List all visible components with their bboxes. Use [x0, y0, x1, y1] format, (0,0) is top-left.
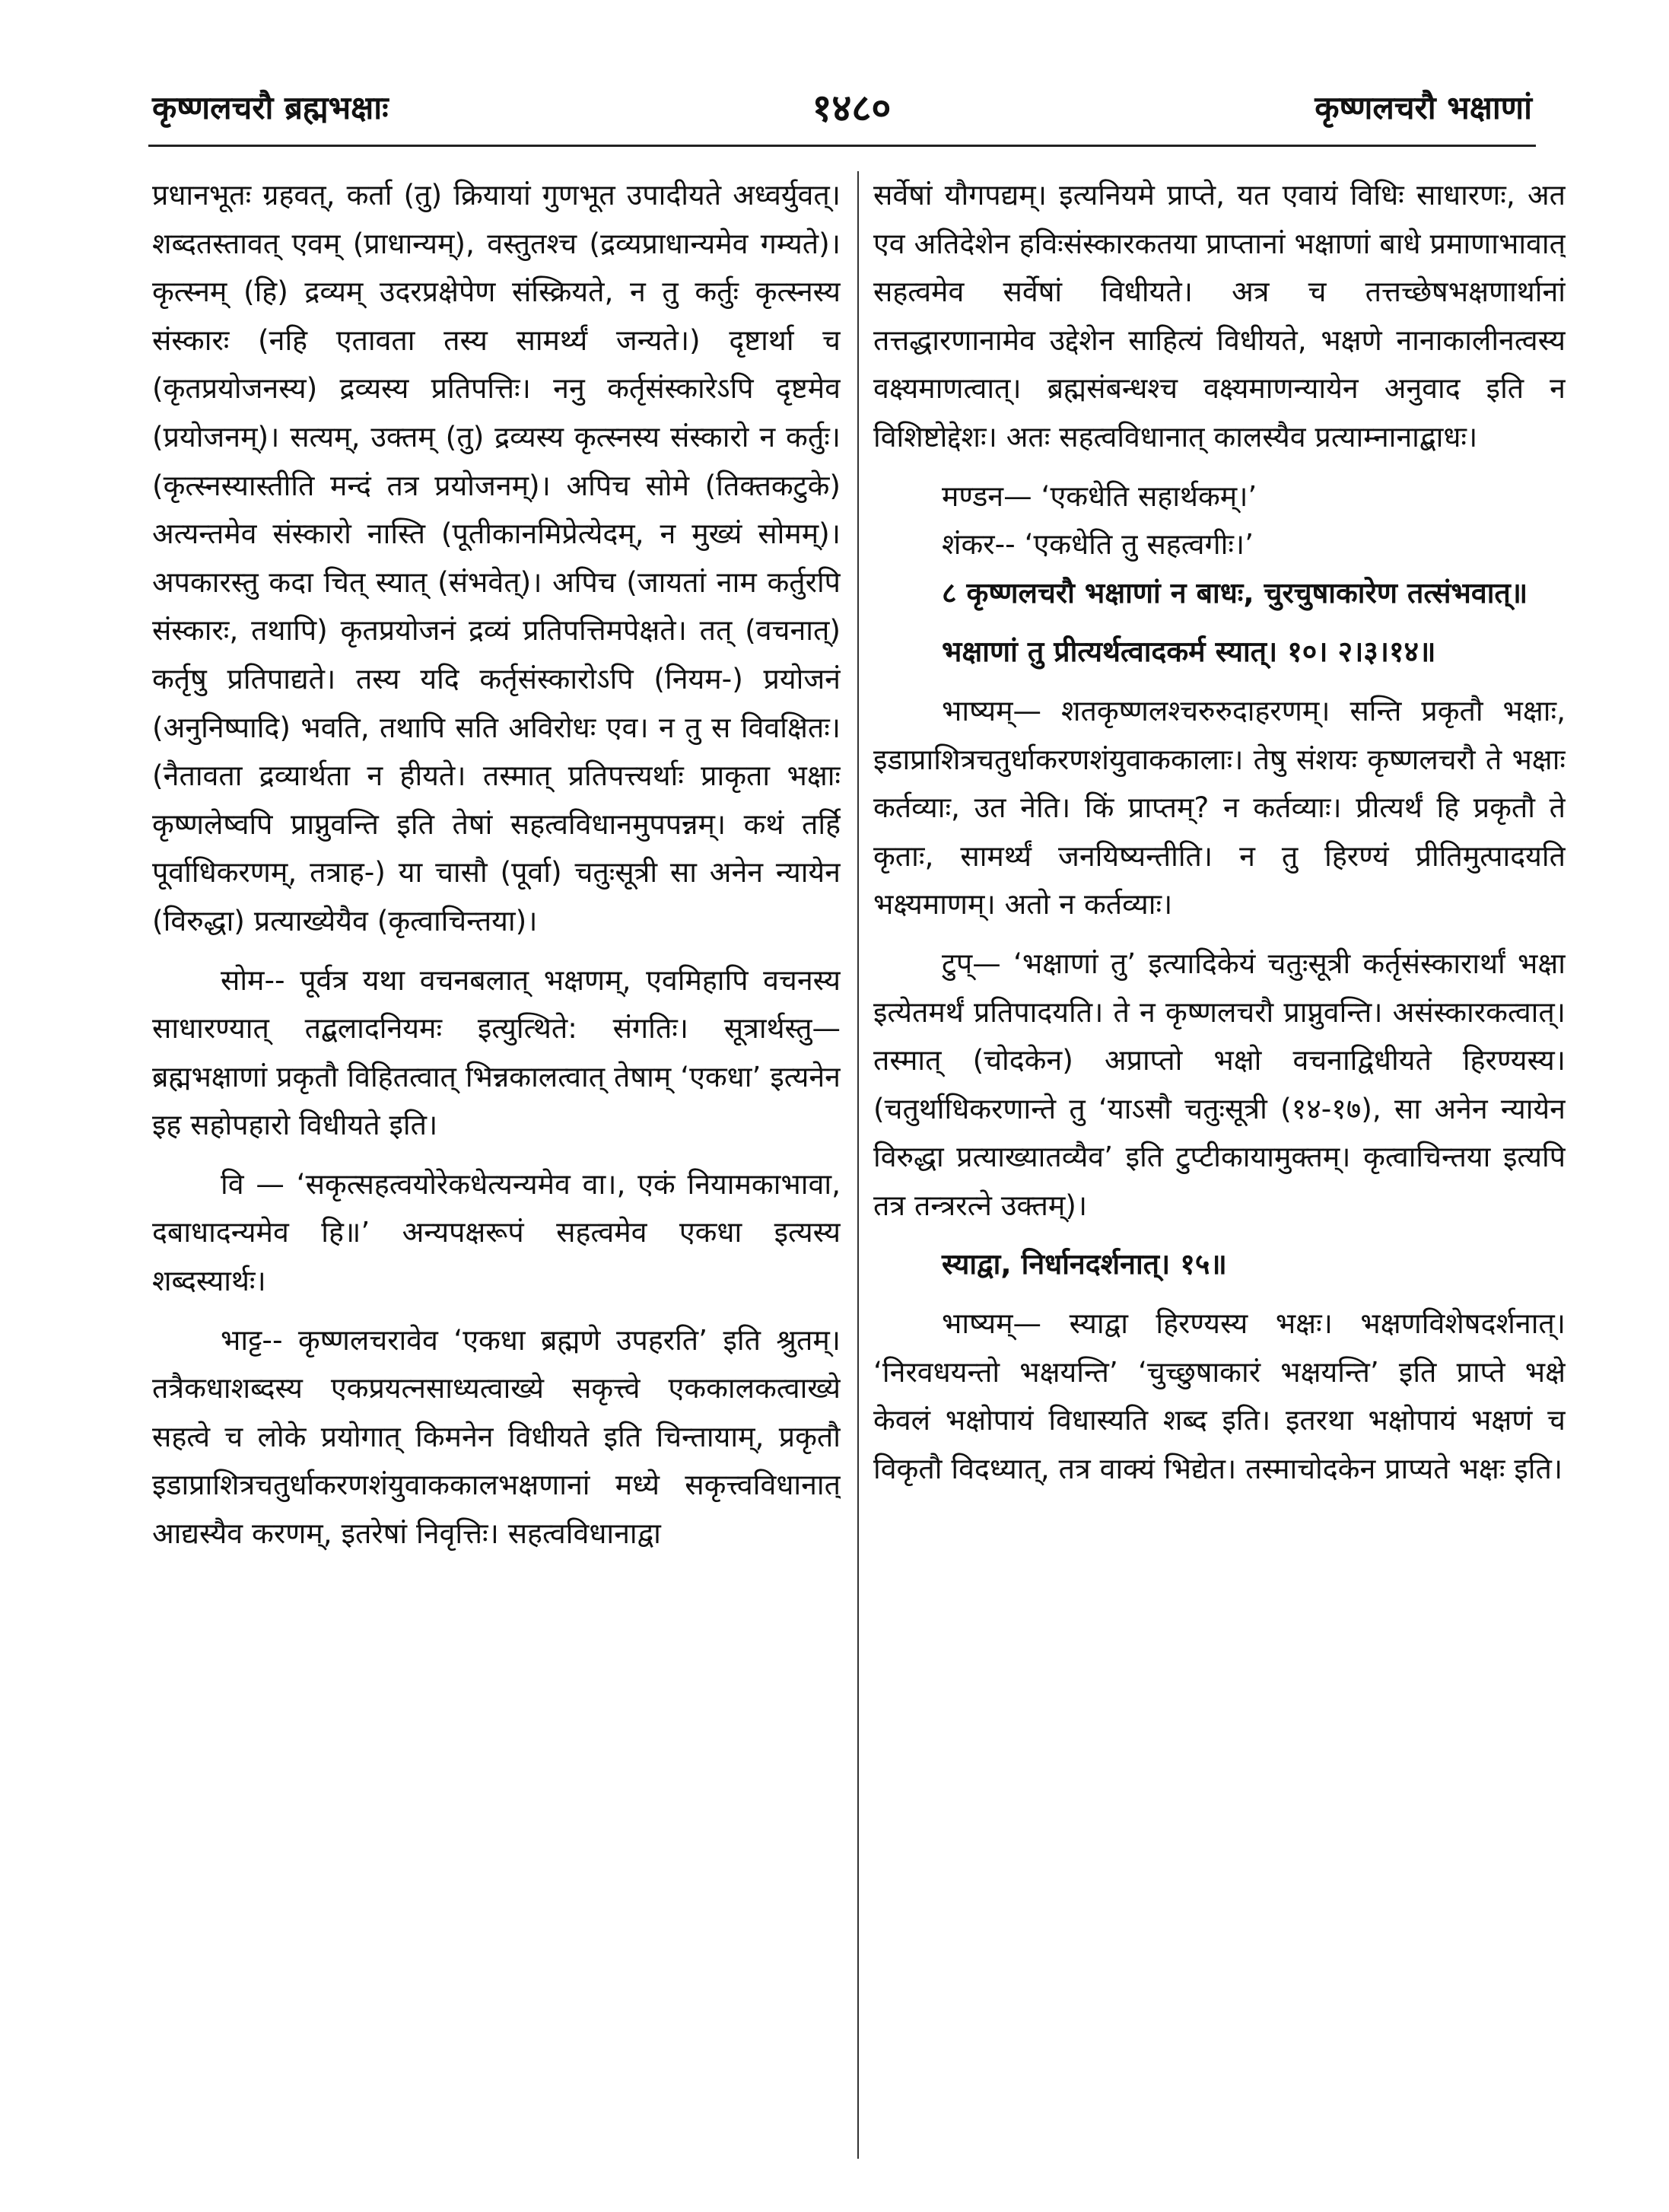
header-rule — [148, 145, 1536, 147]
left-column — [152, 171, 841, 2159]
paragraph-bhatta: भाट्ट-- कृष्णलचरावेव ‘एकधा ब्रह्मणे उपहरति’ इति श्रुतम्। तत्रैकधाशब्दस्य एकप्रयत्नसाध्यत्वाख्ये सकृत्त्वे एककालकत्वाख्ये सहत्वे च लोके प्रयोगात् किमनेन विधीयते इति चिन्तायाम्, प्रकृतौ इडाप्राशित्रचतुर्धाकरणशंयुवाककालभक्षणानां मध्ये सकृत्त्वविधानात् आद्यस्यैव करणम्, इतरेषां निवृत्तिः। सहत्वविधानाद्वा — [152, 1322, 841, 1551]
sutra-15: स्याद्वा, निर्धानदर्शनात्। १५॥ — [942, 1247, 1227, 1281]
sutra-10: भक्षाणां तु प्रीत्यर्थत्वादकर्म स्यात्। १०। २।३।१४॥ — [942, 635, 1436, 669]
right-column — [873, 171, 1566, 2159]
page-header — [152, 72, 1532, 141]
paragraph-bhashya-2: भाष्यम्— स्याद्वा हिरण्यस्य भक्षः। भक्षणविशेषदर्शनात्। ‘निरवधयन्तो भक्षयन्ति’ ‘चुच्छुषाकारं भक्षयन्ति’ इति प्राप्ते भक्षे केवलं भक्षोपायं विधास्यति शब्द इति। इतरथा भक्षोपायं भक्षणं च विकृतौ विदध्यात्, तत्र वाक्यं भिद्येत। तस्माचोदकेन प्राप्यते भक्षः इति। — [873, 1307, 1566, 1485]
column-divider — [857, 171, 859, 2159]
paragraph-soma: सोम-- पूर्वत्र यथा वचनबलात् भक्षणम्, एवमिहापि वचनस्य साधारण्यात् तद्बलादनियमः इत्युत्थिते: संगतिः। सूत्रार्थस्तु— ब्रह्मभक्षाणां प्रकृतौ विहितत्वात् भिन्नकालत्वात् तेषाम् ‘एकधा’ इत्यनेन इह सहोपहारो विधीयते इति। — [152, 963, 841, 1142]
paragraph: सर्वेषां यौगपद्यम्। इत्यनियमे प्राप्ते, यत एवायं विधिः साधारणः, अत एव अतिदेशेन हविःसंस्कारकतया प्राप्तानां भक्षाणां बाधे प्रमाणाभावात् सहत्वमेव सर्वेषां विधीयते। अत्र च तत्तच्छेषभक्षणार्थानां तत्तद्धारणानामेव उद्देशेन साहित्यं विधीयते, भक्षणे नानाकालीनत्वस्य वक्ष्यमाणत्वात्। ब्रह्मसंबन्धश्च वक्ष्यमाणन्यायेन अनुवाद इति न विशिष्टोद्देशः। अतः सहत्वविधानात् कालस्यैव प्रत्याम्नानाद्बाधः। — [873, 178, 1566, 454]
summary-line: ८ कृष्णलचरौ भक्षाणां न बाधः, चुरचुषाकारेण तत्संभवात्॥ — [942, 575, 1528, 609]
running-head-left: कृष्णलचरौ ब्रह्मभक्षाः — [152, 88, 389, 126]
paragraph: प्रधानभूतः ग्रहवत्, कर्ता (तु) क्रियायां गुणभूत उपादीयते अध्वर्युवत्। शब्दतस्तावत् एवम् (प्राधान्यम्), वस्तुतश्च (द्रव्यप्राधान्यमेव गम्यते)। कृत्स्नम् (हि) द्रव्यम् उदरप्रक्षेपेण संस्क्रियते, न तु कर्तुः कृत्स्नस्य संस्कारः (नहि एतावता तस्य सामर्थ्यं जन्यते।) दृष्टार्था च (कृतप्रयोजनस्य) द्रव्यस्य प्रतिपत्तिः। ननु कर्तृसंस्कारेऽपि दृष्टमेव (प्रयोजनम्)। सत्यम्, उक्तम् (तु) द्रव्यस्य कृत्स्नस्य संस्कारो न कर्तुः। (कृत्स्नस्यास्तीति मन्दं तत्र प्रयोजनम्)। अपिच सोमे (तिक्तकटुके) अत्यन्तमेव संस्कारो नास्ति (पूतीकानमिप्रेत्येदम्, न मुख्यं सोमम्)। अपकारस्तु कदा चित् स्यात् (संभवेत्)। अपिच (जायतां नाम कर्तुरपि संस्कारः, तथापि) कृतप्रयोजनं द्रव्यं प्रतिपत्तिमपेक्षते। तत् (वचनात्) कर्तृषु प्रतिपाद्यते। तस्य यदि कर्तृसंस्कारोऽपि (नियम-) प्रयोजनं (अनुनिष्पादि) भवति, तथापि सति अविरोधः एव। न तु स विवक्षितः। (नैतावता द्रव्यार्थता न हीयते। तस्मात् प्रतिपत्त्यर्थाः प्राकृता भक्षाः कृष्णलेष्वपि प्राप्नुवन्ति इति तेषां सहत्वविधानमुपपन्नम्। कथं तर्हि पूर्वाधिकरणम्, तत्राह-) या चासौ (पूर्वा) चतुःसूत्री सा अनेन न्यायेन (विरुद्धा) प्रत्याख्येयैव (कृत्वाचिन्तया)। — [152, 178, 841, 937]
page-number: १४८० — [812, 86, 892, 130]
running-head-right: कृष्णलचरौ भक्षाणां — [1315, 88, 1532, 126]
paragraph-mandana: मण्डन— ‘एकधेति सहार्थकम्।’ — [942, 479, 1257, 513]
paragraph-vi: वि — ‘सकृत्सहत्वयोरेकधेत्यन्यमेव वा।, एकं नियामकाभावा, दबाधादन्यमेव हि॥’ अन्यपक्षरूपं सहत्वमेव एकधा इत्यस्य शब्दस्यार्थः। — [152, 1166, 841, 1298]
paragraph-shankara: शंकर-- ‘एकधेति तु सहत्वगीः।’ — [942, 527, 1254, 562]
paragraph-bhashya: भाष्यम्— शतकृष्णलश्चरुरुदाहरणम्। सन्ति प्रकृतौ भक्षाः, इडाप्राशित्रचतुर्धाकरणशंयुवाककालाः। तेषु संशयः कृष्णलचरौ ते भक्षाः कर्तव्याः, उत नेति। किं प्राप्तम्? न कर्तव्याः। प्रीत्यर्थं हि प्रकृतौ ते कृताः, सामर्थ्यं जनयिष्यन्तीति। न तु हिरण्यं प्रीतिमुत्पादयति भक्ष्यमाणम्। अतो न कर्तव्याः। — [873, 693, 1566, 921]
paragraph-tup: टुप्— ‘भक्षाणां तु’ इत्यादिकेयं चतुःसूत्री कर्तृसंस्कारार्थां भक्षा इत्येतमर्थं प्रतिपादयति। ते न कृष्णलचरौ प्राप्नुवन्ति। असंस्कारकत्वात्। तस्मात् (चोदकेन) अप्राप्तो भक्षो वचनाद्विधीयते हिरण्यस्य। (चतुर्थाधिकरणान्ते तु ‘याऽसौ चतुःसूत्री (१४-१७), सा अनेन न्यायेन विरुद्धा प्रत्याख्यातव्यैव’ इति टुप्टीकायामुक्तम्। कृत्वाचिन्तया इत्यपि तत्र तन्त्ररत्ने उक्तम्)। — [873, 946, 1566, 1222]
